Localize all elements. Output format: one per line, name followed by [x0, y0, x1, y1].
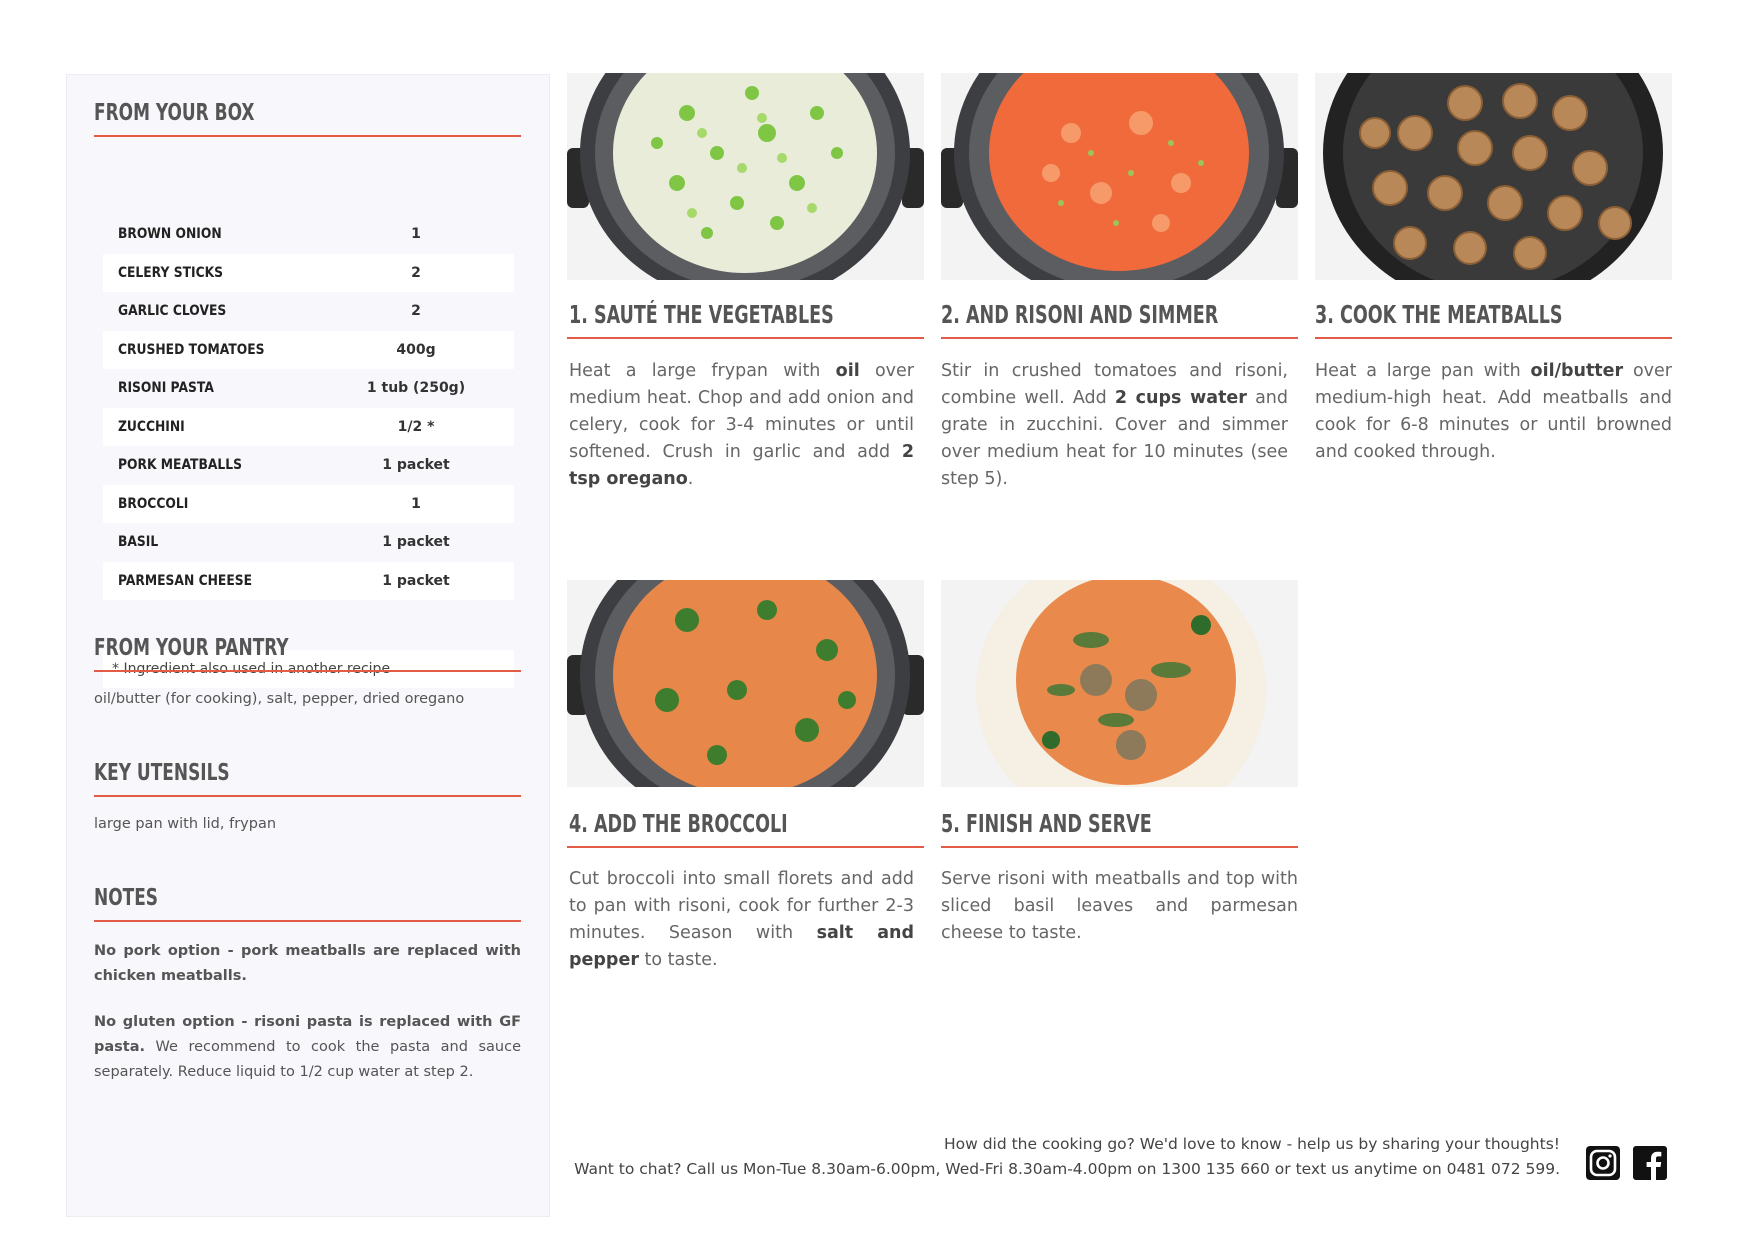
from-your-pantry-heading: FROM YOUR PANTRY — [94, 635, 289, 661]
ingredient-name: PARMESAN CHEESE — [117, 572, 253, 589]
ingredient-name: BROWN ONION — [117, 226, 222, 243]
ingredient-footnote: * Ingredient also used in another recipe — [103, 650, 514, 688]
step-2-title: 2. AND RISONI AND SIMMER — [941, 300, 1219, 329]
sidebar — [66, 74, 550, 1217]
ingredient-qty: 2 — [411, 264, 421, 281]
step-text-bold: 2 tsp oregano — [569, 442, 914, 489]
step-divider — [941, 846, 1298, 848]
step-text-segment: over medium-high heat. Add meatballs and cook for 6-8 minutes or until browned and cooked through. — [1315, 361, 1672, 462]
ingredient-qty: 1 — [411, 495, 421, 512]
ingredient-name: RISONI PASTA — [117, 380, 214, 397]
pan-with-vegetables-illustration — [567, 73, 924, 280]
step-text-bold: oil — [835, 361, 860, 381]
pan-with-risoni-broccoli-illustration — [567, 580, 924, 787]
step-5-photo — [941, 580, 1298, 787]
step-5-text — [941, 866, 1298, 947]
note-no-pork-text: No pork option - pork meatballs are replaced with chicken meatballs. — [94, 943, 521, 984]
step-text-bold: oil/butter — [1530, 361, 1624, 381]
step-text-segment: and grate in zucchini. Cover and simmer over medium heat for 10 minutes (see step 5). — [941, 388, 1288, 489]
ingredient-name: BROCCOLI — [117, 495, 189, 512]
ingredient-row — [103, 331, 514, 370]
ingredient-row — [103, 485, 514, 524]
section-divider — [94, 795, 521, 797]
ingredient-qty: 400g — [396, 341, 436, 358]
section-divider — [94, 135, 521, 137]
step-5-title: 5. FINISH AND SERVE — [941, 809, 1152, 838]
ingredient-row — [103, 523, 514, 562]
ingredient-name: PORK MEATBALLS — [117, 457, 242, 474]
step-divider — [567, 846, 924, 848]
step-4-title: 4. ADD THE BROCCOLI — [569, 809, 788, 838]
step-text-segment: to taste. — [638, 950, 718, 970]
step-1-photo — [567, 73, 924, 280]
step-text-segment: over medium heat. Chop and add onion and celery, cook for 3-4 minutes or until softened. Crush in garlic and add — [569, 361, 914, 462]
ingredient-qty: 1 packet — [382, 572, 450, 589]
note-no-gluten — [94, 1010, 521, 1085]
from-your-box-heading: FROM YOUR BOX — [94, 100, 255, 126]
ingredient-row — [103, 408, 514, 447]
utensils-text: large pan with lid, frypan — [94, 816, 277, 832]
ingredient-qty: 1 packet — [382, 534, 450, 551]
pantry-text: oil/butter (for cooking), salt, pepper, dried oregano — [94, 691, 465, 707]
step-text-segment: Stir in crushed tomatoes and risoni, combine well. Add — [941, 361, 1288, 408]
instagram-icon[interactable] — [1585, 1145, 1621, 1181]
key-utensils-heading: KEY UTENSILS — [94, 760, 230, 786]
ingredient-row — [103, 215, 514, 254]
step-divider — [1315, 337, 1672, 339]
facebook-icon[interactable] — [1632, 1145, 1668, 1181]
step-3-title: 3. COOK THE MEATBALLS — [1315, 300, 1563, 329]
contact-text: Want to chat? Call us Mon-Tue 8.30am-6.00pm, Wed-Fri 8.30am-4.00pm on 1300 135 660 or text us anytime on 0481 072 599. — [574, 1160, 1560, 1178]
note-no-gluten-bold: No gluten option - risoni pasta is replaced with GF pasta. — [94, 1014, 521, 1055]
step-text-segment: Cut broccoli into small florets and add to pan with risoni, cook for further 2-3 minutes. Season with — [569, 869, 914, 943]
ingredient-table — [103, 215, 514, 600]
step-text-segment: . — [687, 469, 694, 489]
step-2-text — [941, 358, 1288, 493]
ingredient-row — [103, 254, 514, 293]
ingredient-qty: 1 tub (250g) — [366, 380, 466, 397]
ingredient-qty: 1 — [411, 226, 421, 243]
step-text-segment: Serve risoni with meatballs and top with sliced basil leaves and parmesan cheese to taste. — [941, 869, 1298, 943]
feedback-text: How did the cooking go? We'd love to know - help us by sharing your thoughts! — [943, 1135, 1560, 1153]
note-no-gluten-text: We recommend to cook the pasta and sauce separately. Reduce liquid to 1/2 cup water at step 2. — [94, 1039, 521, 1080]
step-1-text — [569, 358, 914, 493]
section-divider — [94, 670, 521, 672]
ingredient-name: GARLIC CLOVES — [117, 303, 227, 320]
ingredient-qty: 1 packet — [382, 457, 450, 474]
section-divider — [94, 920, 521, 922]
ingredient-name: BASIL — [117, 534, 159, 551]
step-4-text — [569, 866, 914, 974]
step-text-bold: 2 cups water — [1114, 388, 1247, 408]
notes-heading: NOTES — [94, 885, 159, 911]
step-divider — [567, 337, 924, 339]
step-divider — [941, 337, 1298, 339]
step-3-text — [1315, 358, 1672, 466]
ingredient-row — [103, 369, 514, 408]
ingredient-qty: 2 — [411, 303, 421, 320]
ingredient-name: ZUCCHINI — [117, 418, 185, 435]
ingredient-row — [103, 446, 514, 485]
ingredient-name: CELERY STICKS — [117, 264, 224, 281]
ingredient-qty: 1/2 * — [397, 418, 435, 435]
step-4-photo — [567, 580, 924, 787]
step-text-segment: Heat a large frypan with — [569, 361, 836, 381]
pan-with-meatballs-illustration — [1315, 73, 1672, 280]
plated-risoni-illustration — [941, 580, 1298, 787]
ingredient-row — [103, 562, 514, 601]
pan-with-tomato-sauce-illustration — [941, 73, 1298, 280]
step-2-photo — [941, 73, 1298, 280]
ingredient-row — [103, 292, 514, 331]
step-1-title: 1. SAUTÉ THE VEGETABLES — [569, 300, 834, 329]
step-3-photo — [1315, 73, 1672, 280]
step-text-bold: salt and pepper — [569, 923, 914, 970]
ingredient-name: CRUSHED TOMATOES — [117, 341, 265, 358]
note-no-pork — [94, 939, 521, 989]
step-text-segment: Heat a large pan with — [1315, 361, 1531, 381]
